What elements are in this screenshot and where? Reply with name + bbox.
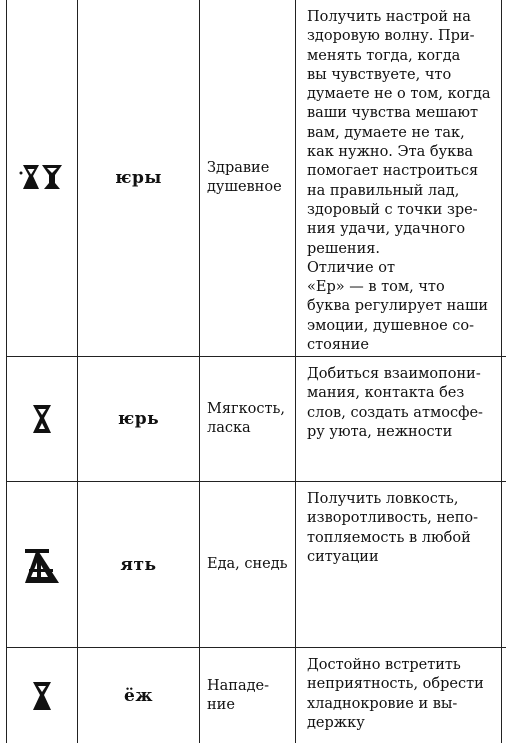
letter-name: ѥрь	[117, 409, 160, 429]
table-row	[7, 648, 506, 743]
name-cell	[78, 482, 200, 647]
extra-cell	[502, 482, 506, 647]
table-row	[7, 482, 506, 648]
meaning-cell: Еда, снедь	[200, 482, 296, 647]
glyph-cell	[7, 648, 78, 743]
meaning-cell: Здравие душевное	[200, 0, 296, 356]
description-cell: Добиться взаимопони- мания, контакта без слов, создать атмосфе- ру уюта, нежности	[296, 357, 502, 481]
glyph-cell	[7, 357, 78, 481]
meaning-cell: Нападе- ние	[200, 648, 296, 743]
glyph-cell	[7, 0, 78, 356]
letter-name: ѥры	[115, 168, 162, 188]
extra-cell	[502, 357, 506, 481]
yery-glyph-icon	[18, 163, 66, 193]
extra-cell	[502, 648, 506, 743]
yat-glyph-icon	[23, 545, 61, 585]
letter-name: ёж	[124, 685, 153, 706]
description-cell: Получить ловкость, изворотливость, непо- топляемость в любой ситуации	[296, 482, 502, 647]
glyph-cell	[7, 482, 78, 647]
extra-cell	[502, 0, 506, 356]
letter-name: ять	[120, 554, 157, 575]
name-cell	[78, 0, 200, 356]
yer-soft-glyph-icon	[30, 402, 54, 436]
letters-table	[6, 0, 506, 743]
name-cell	[78, 648, 200, 743]
yozh-glyph-icon	[30, 679, 54, 713]
table-row	[7, 357, 506, 482]
name-cell	[78, 357, 200, 481]
table-row	[7, 0, 506, 357]
description-cell: Достойно встретить неприятность, обрести хладнокровие и вы- держку	[296, 648, 502, 743]
meaning-cell: Мягкость, ласка	[200, 357, 296, 481]
description-cell: Получить настрой на здоровую волну. При- менять тогда, когда вы чувствуете, что думаете не о том, когда ваши чувства мешают вам, думаете не так, как нужно. Эта буква помогает настроиться на правильный лад, здоровый с точки зре- ния удачи, удачного решения. Отличие от «Ер» — в том, что буква регулирует наши эмоции, душевное со- стояние	[296, 0, 502, 356]
